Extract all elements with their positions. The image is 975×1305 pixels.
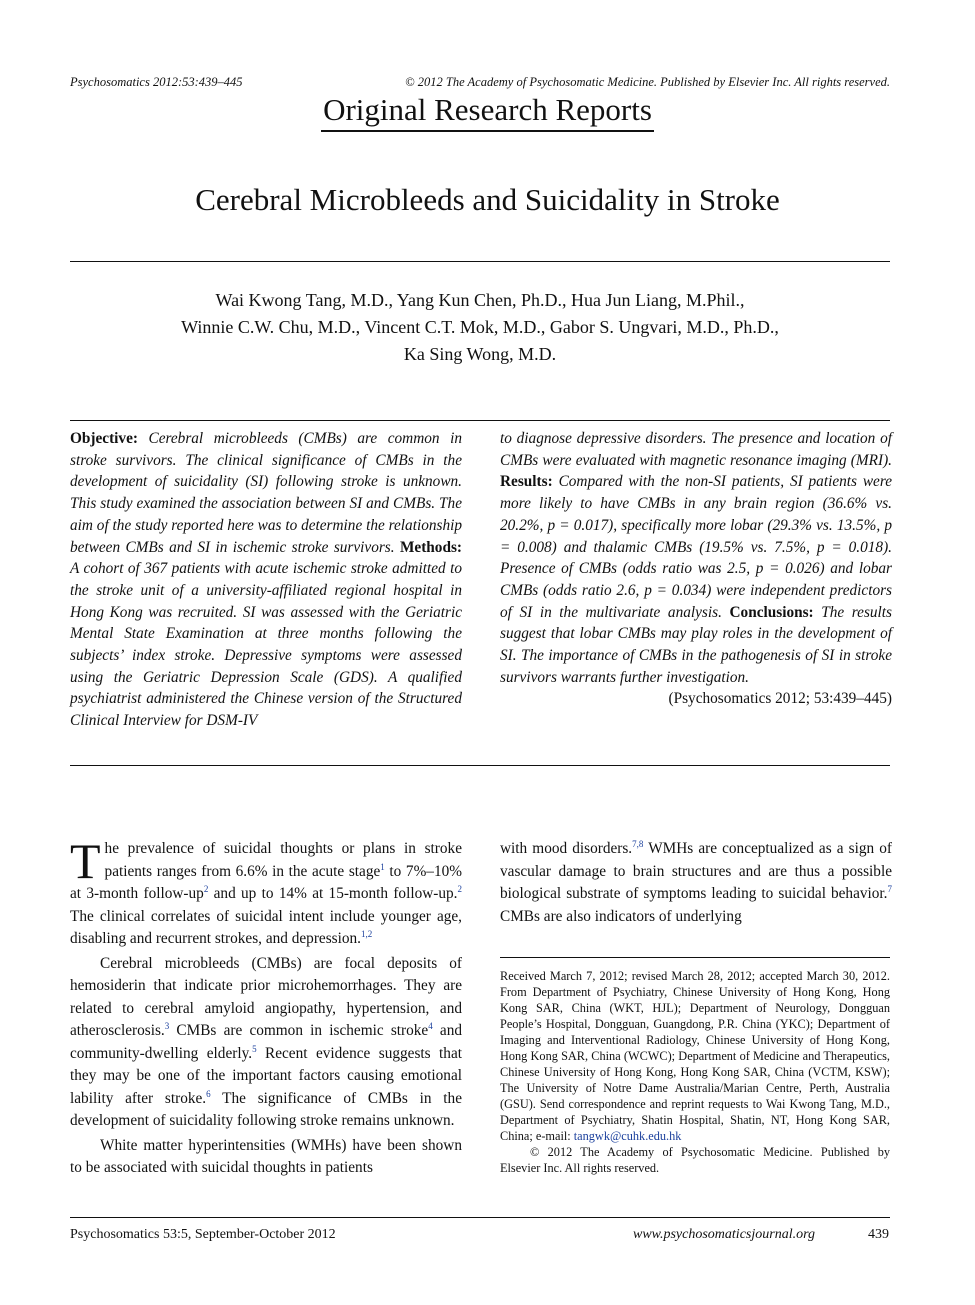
footnote-copyright: © 2012 The Academy of Psychosomatic Medicine. Published by Elsevier Inc. All rights reserved. (500, 1145, 890, 1175)
title-rule (70, 261, 890, 262)
section-title: Original Research Reports (0, 92, 975, 128)
page-number: 439 (868, 1227, 889, 1242)
abstract-right-column: to diagnose depressive disorders. The presence and location of CMBs were evaluated with magnetic resonance imaging (MRI). Results: Compared with the non-SI patients, SI patients were more likely to have CMBs in any brain region (36.6% vs. 20.2%, p = 0.017), specifically more lobar (29.3% vs. 13.5%, p = 0.008) and thalamic CMBs (19.5% vs. 7.5%, p = 0.018). Presence of CMBs (odds ratio was 2.5, p = 0.026) and lobar CMBs (odds ratio 2.6, p = 0.034) were independent predictors of SI in the multivariate analysis. Conclusions: The results suggest that lobar CMBs may play roles in the development of SI. The importance of CMBs in the pathogenesis of SI in stroke survivors warrants further investigation. (Psychosomatics 2012; 53:439–445) (500, 428, 892, 710)
body-paragraph-2: Cerebral microbleeds (CMBs) are focal deposits of hemosiderin that indicate prior microhemorrhages. They are related to cerebral amyloid angiopathy, hypertension, and atherosclerosis.$^3$ CMBs are common in ischemic stroke$^4$ and community-dwelling elderly.$^5$ Recent evidence suggests that they may be one of the important factors causing emotional lability after stroke.$^6$ The significance of CMBs in the development of suicidality following stroke remains unknown. (70, 954, 462, 1129)
body-paragraph-3-continued: with mood disorders.$^{7,8}$ WMHs are conceptualized as a sign of vascular damage to brain structures and are thus a possible biological substrate of symptoms leading to suicidal behavior.$^7$ CMBs are also indicators of underlying (500, 838, 892, 925)
body-paragraph-3: White matter hyperintensities (WMHs) have been shown to be associated with suicidal thoughts in patients (70, 1136, 462, 1176)
copyright-header: © 2012 The Academy of Psychosomatic Medicine. Published by Elsevier Inc. All rights reserved. (405, 75, 890, 89)
article-footnote: Received March 7, 2012; revised March 28, 2012; accepted March 30, 2012. From Department of Psychiatry, Chinese University of Hong Kong, Hong Kong SAR, China (WKT, HJL); Department of Neurology, Dongguan People’s Hospital, Dongguan, Guangdong, P.R. China (YKC); Department of Imaging and Interventional Radiology, Chinese University of Hong Kong, Hong Kong SAR, China (WCWC); Department of Medicine and Therapeutics, Chinese University of Hong Kong, Hong Kong SAR, China (VCTM, KSW); The University of Notre Dame Australia/Marian Centre, Perth, Australia (GSU). Send correspondence and reprint requests to Wai Kwong Tang, M.D., Department of Psychiatry, Shatin Hospital, Shatin, NT, Hong Kong SAR, China; e-mail: tangwk@cuhk.edu.hk © 2012 The Academy of Psychosomatic Medicine. Published by Elsevier Inc. All rights reserved. (500, 969, 890, 1175)
abstract-bottom-rule (70, 765, 890, 766)
abstract-citation: (Psychosomatics 2012; 53:439–445) (668, 690, 892, 708)
correspondence-email[interactable]: tangwk@cuhk.edu.hk (573, 1129, 682, 1143)
journal-reference: Psychosomatics 2012:53:439–445 (70, 75, 243, 89)
body-paragraph-1: The prevalence of suicidal thoughts or plans in stroke patients ranges from 6.6% in the acute stage$^1$ to 7%–10% at 3-month follow-$up^2$ and up to 14% at 15-month follow-up.$^2$ The clinical correlates of suicidal intent include younger age, disabling and recurrent strokes, and depression.$^{1,2}$ (70, 833, 462, 947)
footnote-rule (500, 957, 890, 958)
footer-issue: Psychosomatics 53:5, September-October 2012 (70, 1227, 336, 1242)
drop-cap: T (70, 833, 101, 889)
article-title: Cerebral Microbleeds and Suicidality in Stroke (195, 182, 780, 217)
footer-journal-url[interactable]: www.psychosomaticsjournal.org (633, 1227, 816, 1242)
body-right-column (500, 838, 892, 928)
abstract-left-column: Objective: Cerebral microbleeds (CMBs) are common in stroke survivors. The clinical significance of CMBs in the development of suicidality (SI) following stroke is unknown. This study examined the association between SI and CMBs. The aim of the study reported here was to determine the relationship between CMBs and SI in ischemic stroke survivors. Methods: A cohort of 367 patients with acute ischemic stroke admitted to the stroke unit of a university-affiliated regional hospital in Hong Kong was recruited. SI was assessed with the Geriatric Mental State Examination at three months following the subjects’ index stroke. Depressive symptoms were assessed using the Geriatric Depression Scale (GDS). A qualified psychiatrist administered the Chinese version of the Structured Clinical Interview for DSM-IV (70, 430, 463, 730)
author-list: Wai Kwong Tang, M.D., Yang Kun Chen, Ph.D., Hua Jun Liang, M.Phil., Winnie C.W. Chu, M.D., Vincent C.T. Mok, M.D., Gabor S. Ungvari, M.D., Ph.D., Ka Sing Wong, M.D. (181, 290, 779, 364)
footer-rule (70, 1217, 890, 1218)
abstract-top-rule (70, 420, 890, 421)
body-left-column (70, 833, 462, 1180)
